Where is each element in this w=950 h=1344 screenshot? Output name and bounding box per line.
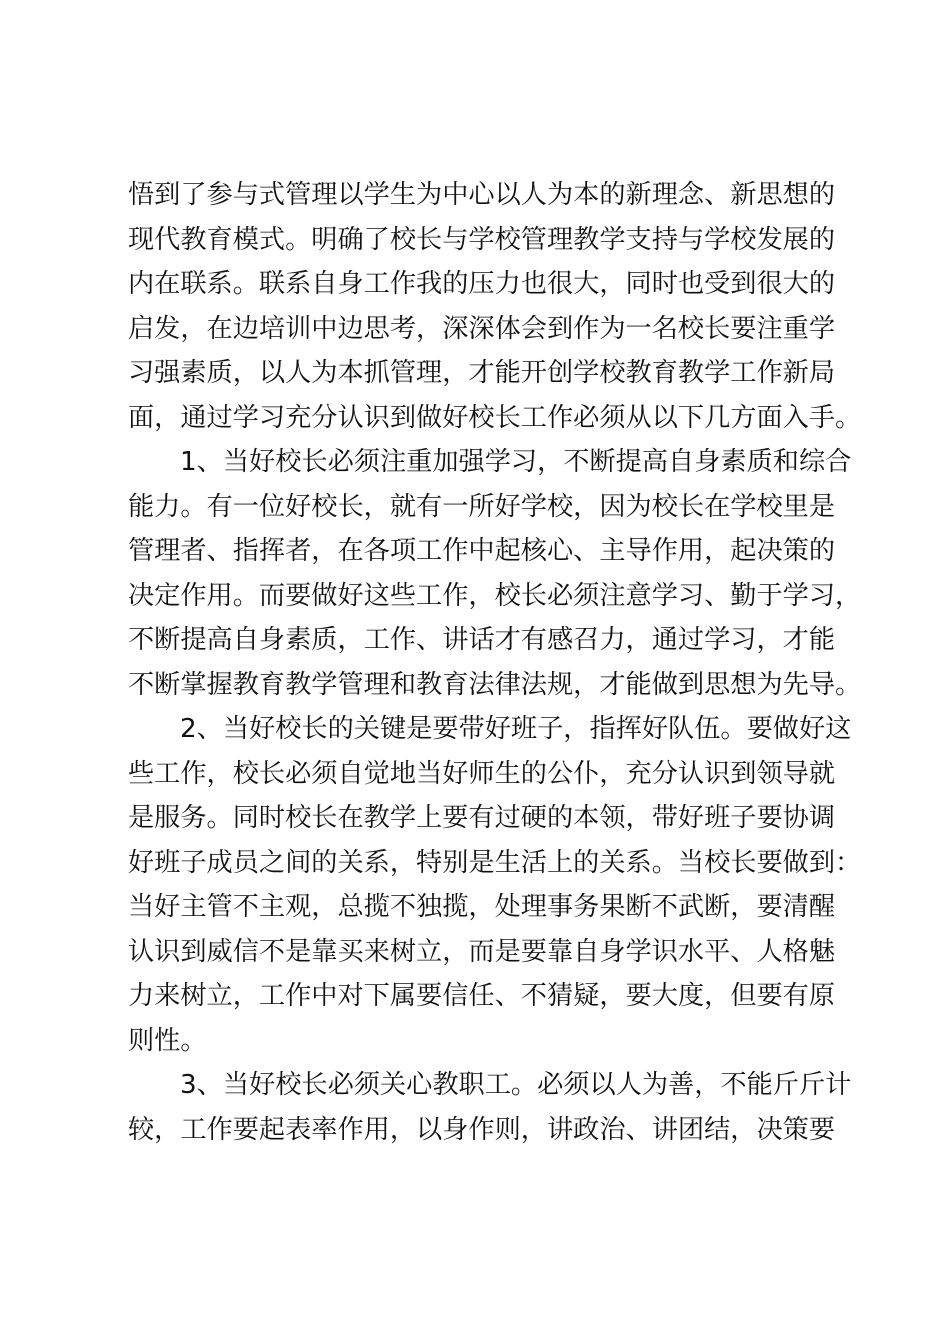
text-line: 面，通过学习充分认识到做好校长工作必须从以下几方面入手。	[128, 402, 862, 433]
text-line: 决定作用。而要做好这些工作，校长必须注意学习、勤于学习，	[128, 580, 862, 611]
text-line: 管理者、指挥者，在各项工作中起核心、主导作用，起决策的	[128, 536, 836, 566]
text-line: 能力。有一位好校长，就有一所好学校，因为校长在学校里是	[128, 491, 836, 522]
text-line: 1、当好校长必须注重加强学习，不断提高自身素质和综合	[180, 447, 852, 477]
text-line: 当好主管不主观，总揽不独揽，处理事务果断不武断，要清醒	[128, 892, 836, 922]
text-line: 较，工作要起表率作用，以身作则，讲政治、讲团结，决策要	[128, 1114, 836, 1145]
text-line: 习强素质，以人为本抓管理，才能开创学校教育教学工作新局	[128, 358, 836, 388]
paragraph-2	[128, 440, 862, 707]
text-line: 力来树立，工作中对下属要信任、不猜疑，要大度，但要有原	[128, 981, 836, 1011]
text-line: 2、当好校长的关键是要带好班子，指挥好队伍。要做好这	[180, 714, 852, 744]
text-line: 3、当好校长必须关心教职工。必须以人为善，不能斤斤计	[180, 1070, 852, 1100]
text-line: 启发，在边培训中边思考，深深体会到作为一名校长要注重学	[128, 313, 836, 344]
document-body	[128, 173, 862, 1152]
text-line: 悟到了参与式管理以学生为中心以人为本的新理念、新思想的	[128, 180, 836, 210]
text-line: 不断提高自身素质，工作、讲话才有感召力，通过学习，才能	[128, 625, 836, 655]
text-line: 是服务。同时校长在教学上要有过硬的本领，带好班子要协调	[128, 803, 836, 833]
text-line: 现代教育模式。明确了校长与学校管理教学支持与学校发展的	[128, 224, 836, 255]
text-line: 不断掌握教育教学管理和教育法律法规，才能做到思想为先导。	[128, 669, 862, 700]
paragraph-4	[128, 1063, 852, 1152]
paragraph-3	[128, 707, 862, 1063]
text-line: 内在联系。联系自身工作我的压力也很大，同时也受到很大的	[128, 269, 836, 299]
text-line: 好班子成员之间的关系，特别是生活上的关系。当校长要做到：	[128, 847, 862, 878]
paragraph-1	[128, 173, 862, 440]
text-line: 则性。	[128, 1025, 207, 1056]
text-line: 些工作，校长必须自觉地当好师生的公仆，充分认识到领导就	[128, 758, 836, 789]
text-line: 认识到威信不是靠买来树立，而是要靠自身学识水平、人格魅	[128, 936, 836, 967]
